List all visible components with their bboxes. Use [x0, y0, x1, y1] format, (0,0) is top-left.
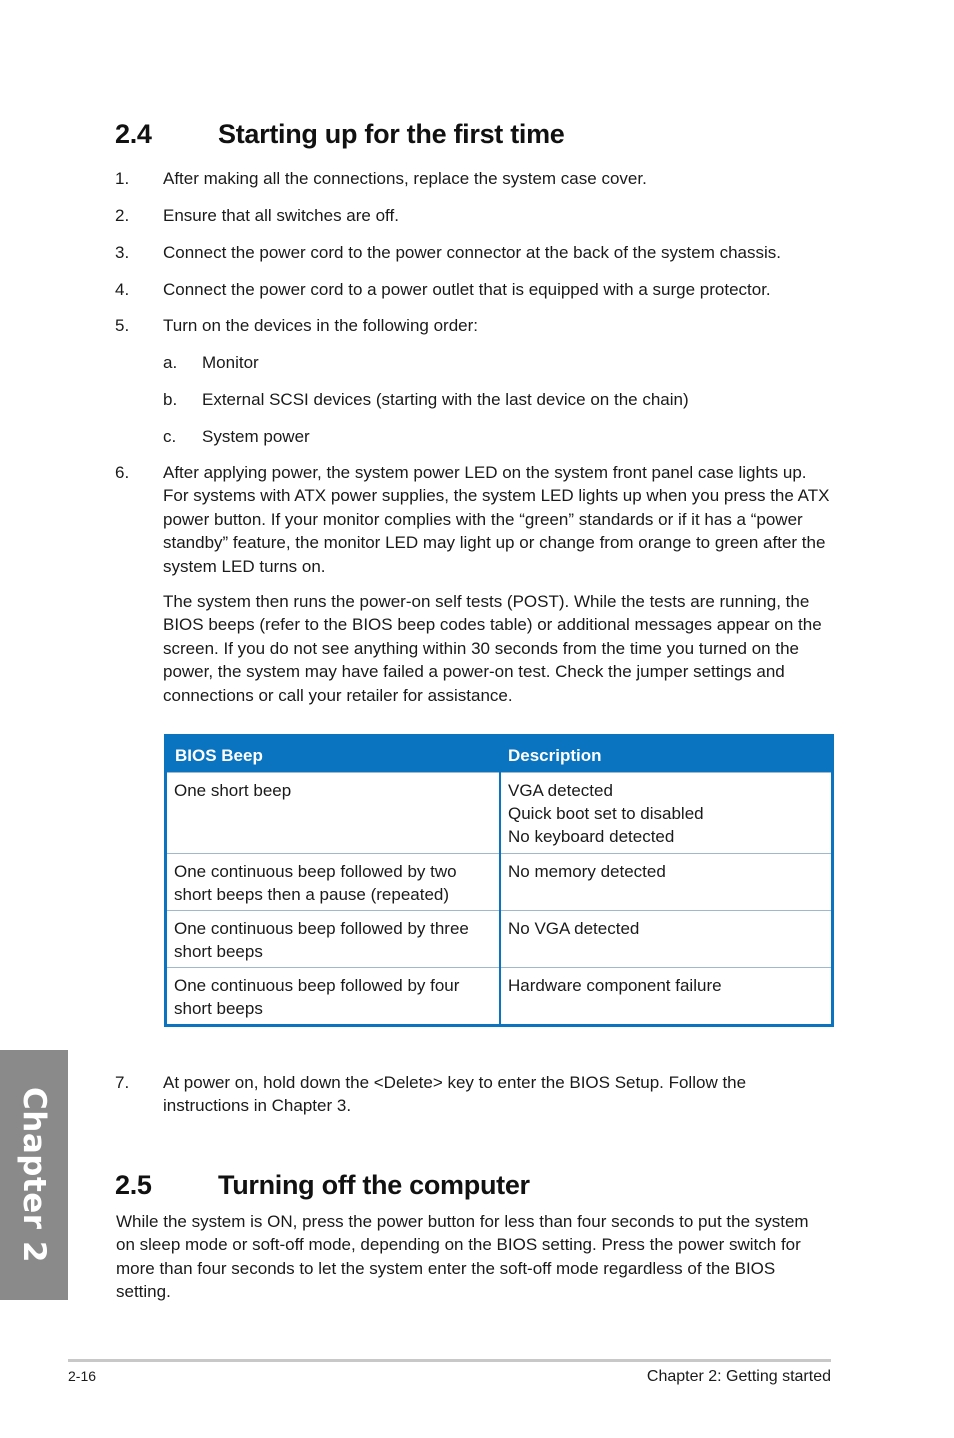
section-heading-2-4 [115, 119, 565, 150]
step-text: After applying power, the system power LED on the system front panel case lights up. For systems with ATX power supplies, the system LED lights up when you press the ATX power button. If your monitor complies with the “green” standards or if it has a “power standby” feature, the monitor LED may light up or change from orange to green after the system LED turns on. [163, 463, 830, 576]
description-cell [500, 968, 833, 1026]
footer-divider [68, 1359, 831, 1362]
step-text: Connect the power cord to a power outlet that is equipped with a surge protector. [163, 280, 771, 299]
table-row [166, 911, 833, 968]
bios-beep-table [164, 734, 834, 1027]
table-row [166, 773, 833, 854]
description-line: Quick boot set to disabled [508, 804, 704, 823]
section-number: 2.4 [115, 119, 152, 149]
step-text: After making all the connections, replace the system case cover. [163, 169, 647, 188]
section-title: Turning off the computer [218, 1170, 530, 1200]
step-text: Connect the power cord to the power connector at the back of the system chassis. [163, 243, 781, 262]
step-item [115, 461, 835, 579]
description-line: Hardware component failure [508, 976, 722, 995]
column-header-description: Description [500, 736, 833, 773]
step-number: 6. [115, 463, 130, 482]
chapter-tab-label: Chapter 2 [16, 1087, 52, 1263]
section-heading-2-5 [115, 1170, 530, 1201]
substep-letter: a. [163, 353, 178, 372]
step-text: At power on, hold down the <Delete> key to enter the BIOS Setup. Follow the instructions in Chapter 3. [163, 1073, 747, 1116]
step-number: 4. [115, 280, 130, 299]
description-cell [500, 911, 833, 968]
description-line: No VGA detected [508, 919, 640, 938]
column-header-bios-beep: BIOS Beep [166, 736, 501, 773]
substep-text: Monitor [202, 353, 259, 372]
step-item [115, 1071, 835, 1119]
substep-letter: b. [163, 390, 178, 409]
table-header-row [166, 736, 833, 773]
description-line: No memory detected [508, 862, 666, 881]
description-cell [500, 854, 833, 911]
beep-cell: One continuous beep followed by four short beeps [166, 968, 501, 1026]
step-text: Ensure that all switches are off. [163, 206, 399, 225]
description-cell [500, 773, 833, 854]
step-number: 1. [115, 169, 130, 188]
substep-text: External SCSI devices (starting with the last device on the chain) [202, 390, 689, 409]
post-paragraph: The system then runs the power-on self tests (POST). While the tests are running, the BIOS beeps (refer to the BIOS beep codes table) or additional messages appear on the screen. If you do not see anything within 30 seconds from the time you turned on the power, the system may have failed a power-on test. Check the jumper settings and connections or call your retailer for assistance. [163, 592, 822, 705]
page-number: 2-16 [68, 1368, 97, 1384]
substep-letter: c. [163, 427, 177, 446]
step-number: 5. [115, 316, 130, 335]
description-line: No keyboard detected [508, 827, 675, 846]
chapter-side-tab [0, 1050, 68, 1300]
beep-cell: One continuous beep followed by three short beeps [166, 911, 501, 968]
section-title: Starting up for the first time [218, 119, 565, 149]
beep-cell: One continuous beep followed by two short beeps then a pause (repeated) [166, 854, 501, 911]
step-number: 7. [115, 1073, 130, 1092]
section-number: 2.5 [115, 1170, 152, 1200]
footer-chapter-title: Chapter 2: Getting started [646, 1368, 831, 1385]
table-row [166, 854, 833, 911]
table-row [166, 968, 833, 1026]
description-line: VGA detected [508, 781, 613, 800]
section-body: While the system is ON, press the power button for less than four seconds to put the system on sleep mode or soft-off mode, depending on the BIOS setting. Press the power switch for more than four seconds to let the system enter the soft-off mode regardless of the BIOS setting. [116, 1212, 809, 1302]
substep-text: System power [202, 427, 310, 446]
step-number: 2. [115, 206, 130, 225]
beep-cell: One short beep [166, 773, 501, 854]
step-text: Turn on the devices in the following order: [163, 316, 478, 335]
step-number: 3. [115, 243, 130, 262]
